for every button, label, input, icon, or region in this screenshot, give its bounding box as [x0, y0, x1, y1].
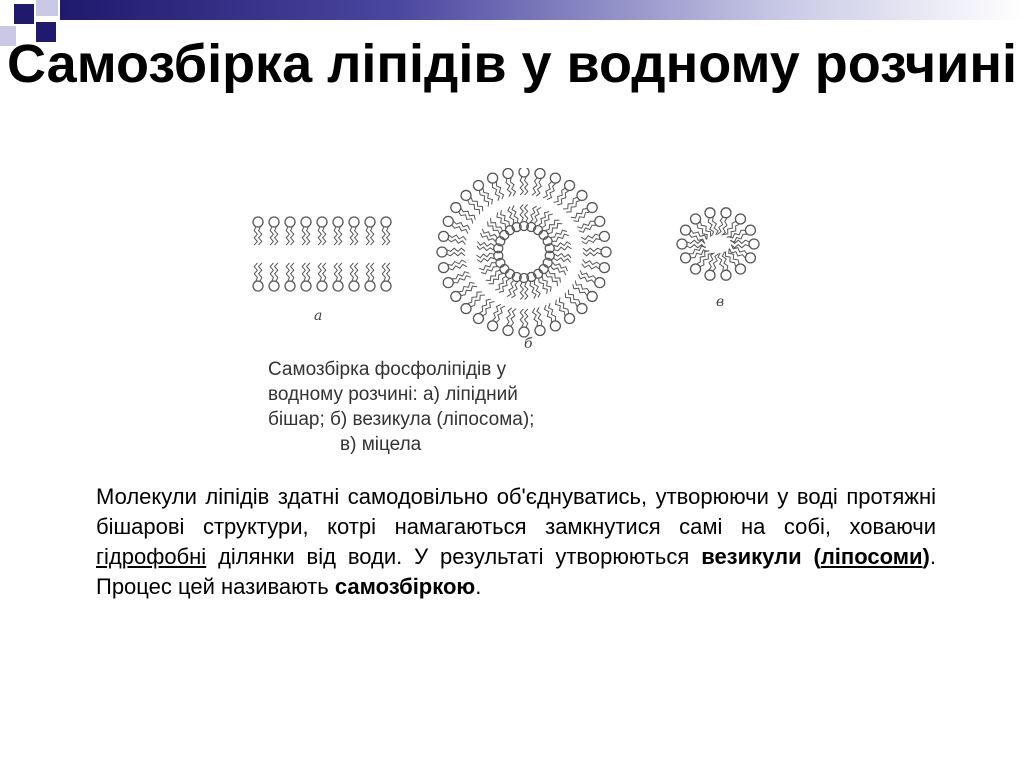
lipid-molecule	[718, 252, 731, 280]
lipid-molecule	[253, 217, 263, 245]
lipid-molecule	[253, 263, 263, 291]
caption-line-1: Самозбірка фосфоліпідів у	[268, 359, 507, 380]
lipid-molecule	[488, 173, 504, 201]
lipid-molecule	[543, 173, 560, 200]
lipid-molecule	[285, 263, 295, 291]
lipid-molecule	[443, 216, 469, 233]
bold-paren: )	[922, 544, 930, 569]
lipid-molecule	[544, 303, 560, 331]
text-segment: .	[475, 574, 482, 599]
lipid-molecule	[717, 208, 731, 236]
gradient-stripe	[60, 0, 1024, 20]
text-segment: ділянки від води. У результаті утворюються	[206, 544, 702, 569]
text-segment: Молекули ліпідів здатні самодовільно об'єднуватись, утворюючи у воді протяжні бішарові структури, котрі намагаються замкнутися самі на собі, ховаючи	[96, 484, 936, 539]
lipid-molecule	[451, 203, 475, 224]
caption-line-4: в) міцела	[340, 434, 422, 455]
lipid-molecule	[532, 169, 545, 197]
lipid-molecule	[565, 290, 587, 314]
lipid-molecule	[349, 263, 359, 291]
lipid-molecule	[705, 208, 718, 236]
lipid-molecule	[488, 304, 505, 331]
micelle-diagram	[677, 208, 759, 280]
phospholipid-figure	[248, 168, 764, 460]
liposomes-link[interactable]: ліпосоми	[820, 544, 923, 569]
lipid-molecule	[461, 190, 483, 214]
lipid-molecule	[381, 263, 391, 291]
lipid-molecule	[571, 203, 597, 222]
lipid-molecule	[301, 217, 311, 245]
lipid-molecule	[583, 247, 611, 257]
lipid-molecule	[301, 263, 311, 291]
bold-term-vesicles: везикули	[701, 544, 802, 569]
lipid-molecule	[705, 253, 719, 281]
bold-paren: (	[813, 544, 821, 569]
vesicle-diagram	[437, 168, 611, 337]
lipid-molecule	[269, 263, 279, 291]
lipid-molecule	[573, 281, 597, 302]
lipid-molecule	[333, 217, 343, 245]
label-b: б	[524, 336, 533, 352]
lipid-molecule	[554, 180, 575, 204]
body-paragraph	[96, 482, 936, 602]
lipid-molecule	[473, 299, 494, 323]
lipid-molecule	[503, 169, 515, 197]
lipid-molecule	[578, 270, 604, 287]
caption-line-2: водному розчині: а) ліпідний	[268, 384, 518, 405]
lipid-molecule	[317, 263, 327, 291]
lipid-molecule	[349, 217, 359, 245]
lipid-molecule	[285, 217, 295, 245]
light-square	[36, 0, 58, 16]
lipid-molecule	[381, 217, 391, 245]
lipid-molecule	[439, 260, 467, 273]
lipid-molecule	[533, 307, 545, 335]
lipid-molecule	[519, 309, 529, 337]
lipid-molecule	[439, 231, 467, 244]
lipid-molecule	[582, 259, 610, 272]
lipid-molecule	[443, 272, 471, 288]
page-title: Самозбірка ліпідів у водному розчині	[7, 34, 1017, 94]
bold-term-self-assembly: самозбіркою	[334, 574, 476, 599]
dark-square	[14, 4, 34, 24]
lipid-molecule	[317, 217, 327, 245]
lipid-molecule	[473, 180, 492, 206]
lipid-molecule	[556, 297, 575, 323]
lipid-molecule	[577, 216, 605, 232]
lipid-molecule	[333, 263, 343, 291]
hydrophobic-link[interactable]: гідрофобні	[96, 544, 207, 569]
lipid-molecule	[437, 247, 465, 257]
lipid-molecule	[451, 283, 477, 302]
lipid-molecule	[365, 217, 375, 245]
text-segment: . Процес цей називають	[96, 544, 936, 599]
label-c: в	[716, 294, 725, 310]
caption-line-3: бішар; б) везикула (ліпосома);	[268, 409, 535, 430]
lipid-molecule	[581, 231, 609, 244]
lipid-molecule	[269, 217, 279, 245]
lipid-molecule	[503, 308, 516, 336]
lipid-molecule	[365, 263, 375, 291]
lipid-bilayer-diagram	[253, 217, 391, 291]
label-a: а	[314, 308, 323, 324]
lipid-molecule	[519, 168, 529, 195]
